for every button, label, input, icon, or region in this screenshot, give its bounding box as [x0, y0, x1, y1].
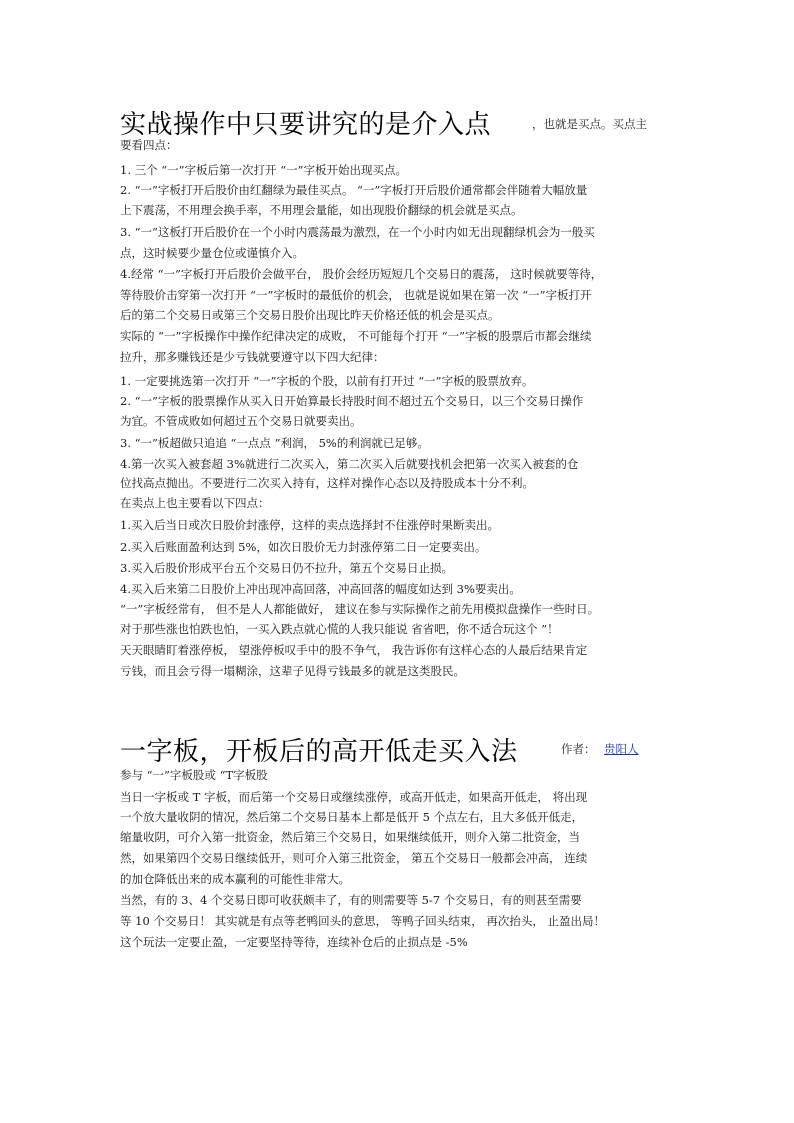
paragraph-line: 后的第二个交易日或第三个交易日股价出现比昨天价格还低的机会是买点。	[120, 308, 500, 322]
section2-title: 一字板，开板后的高开低走买入法	[120, 737, 518, 767]
paragraph-line: 实际的 “一”字板操作中操作纪律决定的成败， 不可能每个打开 “一”字板的股票后市都会继续	[120, 329, 592, 343]
paragraph-line: 这个玩法一定要止盈，一定要坚持等待，连续补仓后的止损点是 -5%	[120, 935, 468, 949]
paragraph-line: 1. 三个 “一”字板后第一次打开 “一”字板开始出现买点。	[120, 163, 407, 177]
paragraph-line: 要看四点：	[120, 138, 178, 152]
paragraph-line: 1. 一定要挑选第一次打开 “一”字板的个股，以前有打开过 “一”字板的股票放弃。	[120, 374, 534, 388]
paragraph-line: 2. “一”字板打开后股价由红翻绿为最佳买点。 “一”字板打开后股价通常都会伴随着大幅放量	[120, 183, 588, 197]
paragraph-line: “一”字板经常有， 但不是人人都能做好， 建议在参与实际操作之前先用模拟盘操作一些时日。	[120, 602, 600, 616]
paragraph-line: 位找高点抛出。不要进行二次买入持有，这样对操作心态以及持股成本十分不利。	[120, 476, 534, 490]
paragraph-line: 3. “一”这板打开后股价在一个小时内震荡最为激烈，在一个小时内如无出现翻绿机会为一般买	[120, 225, 595, 239]
author-link[interactable]: 贵阳人	[604, 742, 639, 756]
paragraph-line: 拉升，那多赚钱还是少亏钱就要遵守以下四大纪律：	[120, 350, 385, 364]
paragraph-line: 当然，有的 3、4 个交易日即可收获颇丰了，有的则需要等 5-7 个交易日，有的则甚至需要	[120, 893, 582, 907]
section1-title-tail: ，也就是买点。买点主	[532, 117, 647, 131]
paragraph-line: 2. “一”字板的股票操作从买入日开始算最长持股时间不超过五个交易日，以三个交易日操作	[120, 394, 584, 408]
paragraph-line: 3.买入后股价形成平台五个交易日仍不拉升，第五个交易日止损。	[120, 561, 453, 575]
paragraph-line: 的加仓降低出来的成本赢利的可能性非常大。	[120, 872, 350, 886]
paragraph-line: 点，这时候要少量仓位或谨慎介入。	[120, 246, 304, 260]
paragraph-line: 4.第一次买入被套超 3%就进行二次买入，第二次买入后就要找机会把第一次买入被套的仓	[120, 457, 579, 471]
paragraph-line: 1.买入后当日或次日股价封涨停，这样的卖点选择封不住涨停时果断卖出。	[120, 518, 499, 532]
paragraph-line: 4.买入后来第二日股价上冲出现冲高回落，冲高回落的幅度如达到 3%要卖出。	[120, 582, 521, 596]
paragraph-line: 缩量收阴，可介入第一批资金，然后第三个交易日，如果继续低开，则介入第二批资金，当	[120, 830, 580, 844]
section2-title-row	[120, 731, 518, 768]
paragraph-line: 参与 “一”字板股或 “T字板股	[120, 768, 268, 782]
paragraph-line: 等待股价击穿第一次打开 “一”字板时的最低价的机会， 也就是说如果在第一次 “一”字板打开	[120, 288, 592, 302]
paragraph-line: 等 10 个交易日！ 其实就是有点等老鸭回头的意思， 等鸭子回头结束， 再次抬头， 止盈出局！	[120, 914, 606, 928]
paragraph-line: 上下震荡，不用理会换手率，不用理会量能，如出现股价翻绿的机会就是买点。	[120, 203, 523, 217]
paragraph-line: 然，如果第四个交易日继续低开，则可介入第三批资金， 第五个交易日一般都会冲高， 连续	[120, 851, 588, 865]
paragraph-line: 对于那些涨也怕跌也怕，一买入跌点就心慌的人我只能说 省省吧，你不适合玩这个 ”！	[120, 622, 559, 636]
paragraph-line: 天天眼睛盯着涨停板， 望涨停板叹手中的股不争气， 我告诉你有这样心态的人最后结果肯定	[120, 643, 588, 657]
section1-title: 实战操作中只要讲究的是介入点	[120, 110, 492, 140]
paragraph-line: 4.经常 “一”字板打开后股价会做平台， 股价会经历短短几个交易日的震荡， 这时候就要等待，	[120, 267, 603, 281]
paragraph-line: 在卖点上也主要看以下四点：	[120, 496, 270, 510]
paragraph-line: 当日一字板或 T 字板，而后第一个交易日或继续涨停，或高开低走，如果高开低走， 将出现	[120, 790, 588, 804]
section1-title-row	[120, 104, 491, 141]
paragraph-line: 2.买入后账面盈利达到 5%，如次日股价无力封涨停第二日一定要卖出。	[120, 540, 487, 554]
paragraph-line: 为宜。不管成败如何超过五个交易日就要卖出。	[120, 414, 362, 428]
paragraph-line: 3. “一”板超做只追追 “一点点 ”利润， 5%的利润就已足够。	[120, 436, 429, 450]
section2-author-label: 作者：	[561, 742, 596, 756]
paragraph-line: 亏钱，而且会亏得一塌糊涂，这辈子见得亏钱最多的就是这类股民。	[120, 664, 465, 678]
paragraph-line: 一个放大量收阴的情况，然后第二个交易日基本上都是低开 5 个点左右，且大多低开低走，	[120, 810, 584, 824]
